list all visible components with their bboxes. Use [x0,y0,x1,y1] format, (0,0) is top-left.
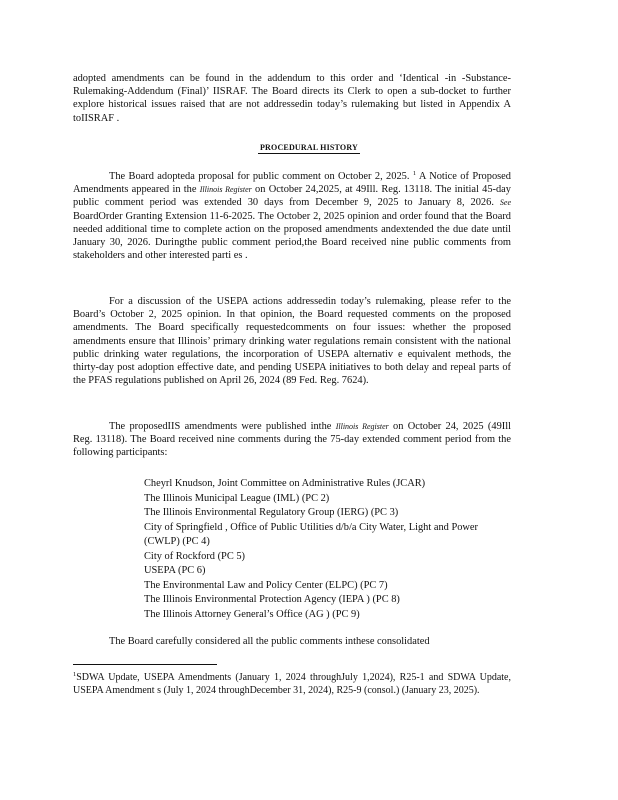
paragraph-discussion: For a discussion of the USEPA actions addressedin today’s rulemaking, please refer to the Board’s October 2, 2025 opinion. In that opinion, the Board requested comments on the proposed amendments. The Board specifically requestedcomments on four issues: whether the proposed amendments ensure that Illinois’ primary drinking water regulations remain consistent with the national public drinking water regulations, the incorporation of USEPA alternativ e equivalent methods, the thirty-day post adoption effective date, and pending USEPA initiatives to both delay and repeal parts of the PFAS regulations published on April 26, 2024 (89 Fed. Reg. 7624). [73,296,511,387]
footnote-text: SDWA Update, USEPA Amendments (January 1, 2024 throughJuly 1,2024), R25-1 and SDWA Update, USEPA Amendment s (July 1, 2024 throughDecember 31, 2024), R25-9 (consol.) (January 23, 2025). [73,672,511,697]
paragraph-considered: The Board carefully considered all the public comments inthese consolidated [109,636,430,647]
section-heading [0,143,618,152]
citation-signal: See [499,198,511,208]
intro-text: adopted amendments can be found in the addendum to this order and ‘Identical -in -Substance-Rulemaking-Addendum (Final)’ IISRAF. The Board directs its Clerk to open a sub-docket to further explore historical issues raised that are not addressedin today’s rulemaking but listed in Appendix A toIISRAF . [73,73,511,124]
section-heading-text: PROCEDURAL HISTORY [259,143,359,152]
list-item: The Illinois Environmental Regulatory Group (IERG) (PC 3) [144,507,399,518]
participants-list [127,477,499,622]
paragraph-notice: The Board adopteda proposal for public comment on October 2, 2025. $^1$ A Notice of Proposed Amendments appeared in the Illinois Register on October 24,2025, at 49Ill. Reg. 13118. The initial 45-day public comment period was extended 30 days from December 9, 2025 to January 8, 2026. See BoardOrder Granting Extension 11-6-2025. The October 2, 2025 opinion and order found that the Board needed additional time to complete action on the proposed amendments andextended the due date until January 30, 2026. Duringthe public comment period,the Board received nine public comments from stakeholders and other interested parti es . [73,170,511,262]
list-item: The Environmental Law and Policy Center (ELPC) (PC 7) [144,579,388,591]
list-item: USEPA (PC 6) [144,565,206,576]
list-item: City of Rockford (PC 5) [144,550,246,562]
list-item: City of Springfield , Office of Public Utilities d/b/a City Water, Light and Power (CWLP) (PC 4) [144,521,478,547]
list-item: Cheyrl Knudson, Joint Committee on Administrative Rules (JCAR) [144,478,426,489]
list-item: The Illinois Attorney General’s Office (AG ) (PC 9) [144,608,360,620]
footnote-divider [73,664,217,665]
footnote-reference[interactable]: 1 [412,170,417,177]
list-item: The Illinois Environmental Protection Agency (IEPA ) (PC 8) [144,594,400,605]
footnote [73,671,511,697]
paragraph-comments: The proposedIIS amendments were published inthe Illinois Register on October 24, 2025 (49Ill Reg. 13118). The Board received nine comments during the 75-day extended comment period from the following participants: [73,421,512,459]
journal-title: Illinois Register [335,422,389,431]
intro-paragraph [73,72,511,125]
list-item: The Illinois Municipal League (IML) (PC 2) [144,492,330,504]
journal-title: Illinois Register [199,185,252,195]
footnote-number: 1 [73,671,77,678]
